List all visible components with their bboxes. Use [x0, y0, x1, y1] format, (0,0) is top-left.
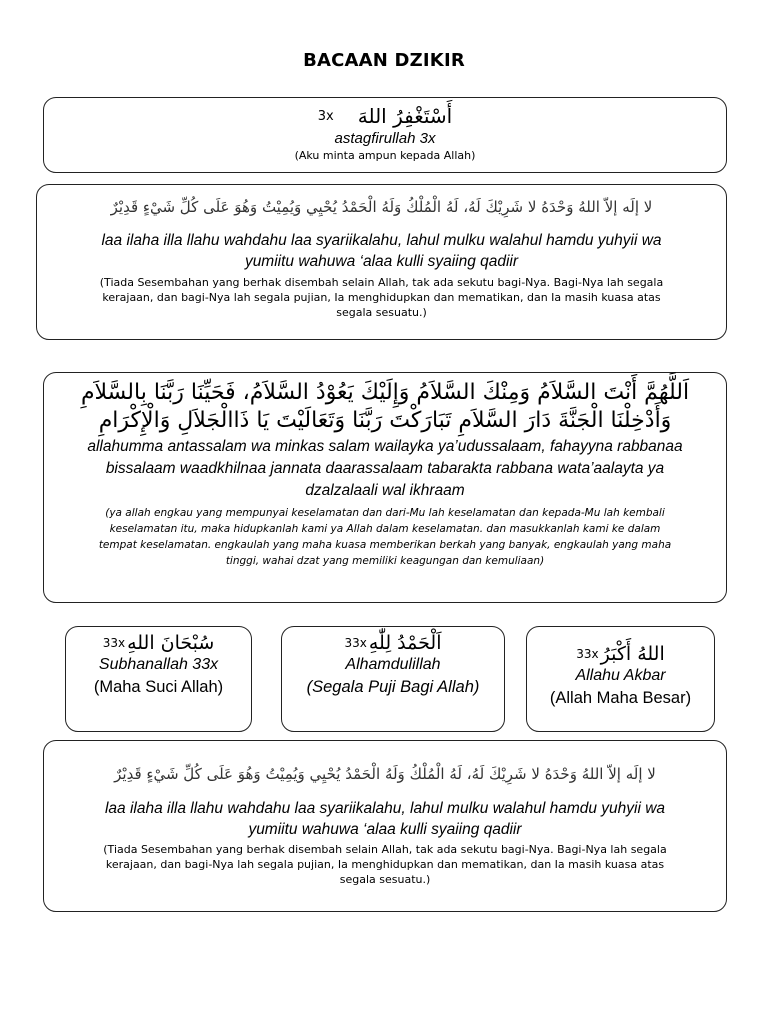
- tasbih-count: 33x: [102, 636, 126, 650]
- salam-latin: allahumma antassalam wa minkas salam wailayka ya’udussalaam, fahayyna rabbanaa bissalaam waadkhilnaa jannata daarassalaam tabarakta rabbana wata’aalayta ya dzalzalaali wal ikhraam: [87, 438, 683, 499]
- tahlil-2-translation: (Tiada Sesembahan yang berhak disembah selain Allah, tak ada sekutu bagi-Nya. Bagi-Nya lah segala kerajaan, dan bagi-Nya lah segala pujian, Ia menghidupkan dan mematikan, dan Ia masih kuasa atas segala sesuatu.): [103, 843, 667, 886]
- tahmid-heading: [282, 632, 504, 654]
- tasbih-latin: Subhanallah 33x: [98, 656, 219, 673]
- salam-arabic: اَللَّهُمَّ أَنْتَ السَّلاَمُ وَمِنْكَ السَّلاَمُ وَإِلَيْكَ يَعُوْدُ السَّلاَمُ، فَحَيِّنَا رَبَّنَا بِالسَّلاَمِ وَأَدْخِلْنَا الْجَنَّةَ دَارَ السَّلاَمِ تَبَارَكْتَ رَبَّنَا وَتَعَالَيْتَ يَا ذَاالْجَلاَلِ وَالْإِكْرَامِ: [80, 380, 690, 433]
- tahmid-arabic: اَلْحَمْدُ لِلّٰهِ: [368, 632, 442, 654]
- tahmid-latin: Alhamdulillah: [345, 656, 441, 673]
- tahlil-2-arabic: لا إلَه إلاّ اللهُ وَحْدَهُ لا شَرِيْكَ لَهُ، لَهُ الْمُلْكُ وَلَهُ الْحَمْدُ يُحْيِي وَيُمِيْتُ وَهُوَ عَلَى كُلِّ شَيْءٍ قَدِيْرٌ: [114, 765, 656, 783]
- istighfar-heading: [44, 104, 726, 128]
- salam-translation: (ya allah engkau yang mempunyai keselamatan dan dari-Mu lah keselamatan dan kepada-Mu lah kembali keselamatan itu, maka hidupkanlah kami ya Allah dalam keselamatan. dan masukkanlah kami ke dalam tempat keselamatan. engkaulah yang maha kuasa memberikan berkah yang banyak, engkaulah yang maha tinggi, wahai dzat yang memiliki keagungan dan kemuliaan): [98, 507, 672, 567]
- tasbih-arabic: سُبْحَانَ اللهِ: [127, 632, 215, 654]
- tahmid-meaning: (Segala Puji Bagi Allah): [306, 678, 480, 696]
- tasbih-box: [65, 626, 252, 732]
- takbir-heading: [527, 643, 714, 665]
- tahlil-box-1: [36, 184, 727, 340]
- istighfar-latin: astagfirullah 3x: [334, 130, 436, 147]
- tahlil-box-2: [43, 740, 727, 912]
- salam-box: [43, 372, 727, 603]
- takbir-count: 33x: [576, 647, 599, 661]
- istighfar-arabic: أَسْتَغْفِرُ اللهَ: [357, 104, 453, 128]
- takbir-meaning: (Allah Maha Besar): [549, 689, 692, 707]
- tahlil-1-latin: laa ilaha illa llahu wahdahu laa syariikalahu, lahul mulku walahul hamdu yuhyii wa yumiitu wahuwa ‘alaa kulli syaiing qadiir: [101, 232, 662, 270]
- tahlil-1-translation: (Tiada Sesembahan yang berhak disembah selain Allah, tak ada sekutu bagi-Nya. Bagi-Nya lah segala kerajaan, dan bagi-Nya lah segala pujian, Ia menghidupkan dan mematikan, dan Ia masih kuasa atas segala sesuatu.): [99, 276, 664, 319]
- tahlil-2-latin: laa ilaha illa llahu wahdahu laa syariikalahu, lahul mulku walahul hamdu yuhyii wa yumiitu wahuwa ‘alaa kulli syaiing qadiir: [104, 800, 666, 838]
- page-title: BACAAN DZIKIR: [303, 50, 465, 71]
- tasbih-heading: [66, 632, 251, 654]
- istighfar-count: 3x: [317, 108, 334, 124]
- tahlil-1-arabic: لا إلَه إلاّ اللهُ وَحْدَهُ لا شَرِيْكَ لَهُ، لَهُ الْمُلْكُ وَلَهُ الْحَمْدُ يُحْيِي وَيُمِيْتُ وَهُوَ عَلَى كُلِّ شَيْءٍ قَدِيْرٌ: [110, 198, 653, 216]
- istighfar-box: [43, 97, 727, 173]
- tasbih-meaning: (Maha Suci Allah): [93, 678, 224, 696]
- takbir-arabic: اللهُ أَكْبَرُ: [600, 643, 665, 665]
- takbir-box: [526, 626, 715, 732]
- tahmid-count: 33x: [344, 636, 367, 650]
- tahmid-box: [281, 626, 505, 732]
- takbir-latin: Allahu Akbar: [575, 667, 666, 684]
- istighfar-translation: (Aku minta ampun kepada Allah): [294, 149, 476, 162]
